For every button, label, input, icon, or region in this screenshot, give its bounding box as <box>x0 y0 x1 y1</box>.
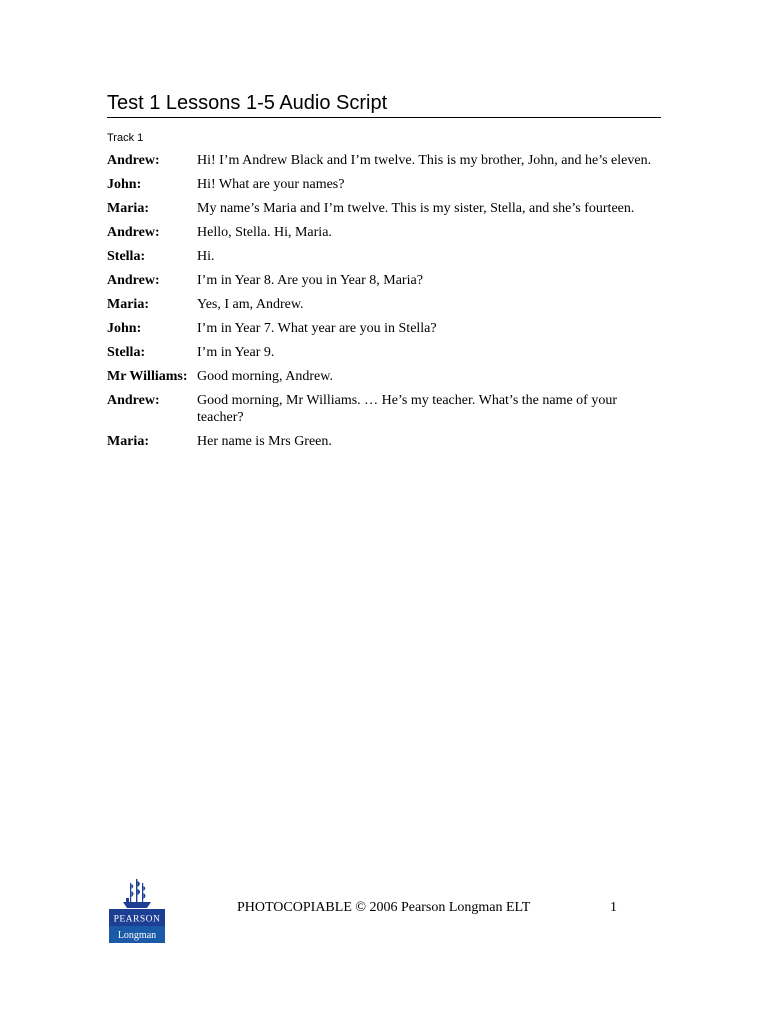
speech-text: I’m in Year 7. What year are you in Stella? <box>197 321 437 336</box>
speaker-name: Mr Williams: <box>107 369 188 384</box>
dialogue-line <box>107 320 661 337</box>
track-label: Track 1 <box>107 132 144 144</box>
speaker-name: Maria: <box>107 201 149 216</box>
speech-text: I’m in Year 8. Are you in Year 8, Maria? <box>197 273 423 288</box>
speaker-name: John: <box>107 177 142 192</box>
copyright-notice: PHOTOCOPIABLE © 2006 Pearson Longman ELT <box>237 900 531 915</box>
speech-text: Good morning, Mr Williams. … He’s my teacher. What’s the name of your teacher? <box>197 393 618 425</box>
speech-text: Hello, Stella. Hi, Maria. <box>197 225 332 240</box>
dialogue-line <box>107 344 661 361</box>
ship-icon <box>123 879 151 908</box>
dialogue-list <box>107 152 661 457</box>
dialogue-line <box>107 272 661 289</box>
dialogue-line <box>107 296 661 313</box>
dialogue-line <box>107 176 661 193</box>
speaker-name: Stella: <box>107 249 146 264</box>
pearson-longman-logo <box>109 878 165 943</box>
dialogue-line <box>107 224 661 241</box>
speaker-name: Andrew: <box>107 225 160 240</box>
page-number: 1 <box>610 900 617 915</box>
speaker-name: Maria: <box>107 297 149 312</box>
logo-bottom-text: Longman <box>117 930 157 941</box>
page-title: Test 1 Lessons 1-5 Audio Script <box>107 90 661 118</box>
speech-text: Her name is Mrs Green. <box>197 434 332 449</box>
speech-text: My name’s Maria and I’m twelve. This is my sister, Stella, and she’s fourteen. <box>197 201 635 216</box>
speaker-name: Andrew: <box>107 153 160 168</box>
speaker-name: Maria: <box>107 434 149 449</box>
speaker-name: Andrew: <box>107 393 160 408</box>
speech-text: Hi. <box>197 249 215 264</box>
dialogue-line <box>107 248 661 265</box>
speaker-name: Andrew: <box>107 273 160 288</box>
speaker-name: John: <box>107 321 142 336</box>
speech-text: I’m in Year 9. <box>197 345 275 360</box>
speech-text: Hi! What are your names? <box>197 177 345 192</box>
speech-text: Hi! I’m Andrew Black and I’m twelve. This is my brother, John, and he’s eleven. <box>197 153 652 168</box>
dialogue-line <box>107 368 661 385</box>
speaker-name: Stella: <box>107 345 146 360</box>
speech-text: Yes, I am, Andrew. <box>197 297 304 312</box>
dialogue-line <box>107 392 661 426</box>
dialogue-line <box>107 152 661 169</box>
dialogue-line <box>107 433 661 450</box>
logo-top-text: PEARSON <box>113 914 161 925</box>
speech-text: Good morning, Andrew. <box>197 369 333 384</box>
dialogue-line <box>107 200 661 217</box>
